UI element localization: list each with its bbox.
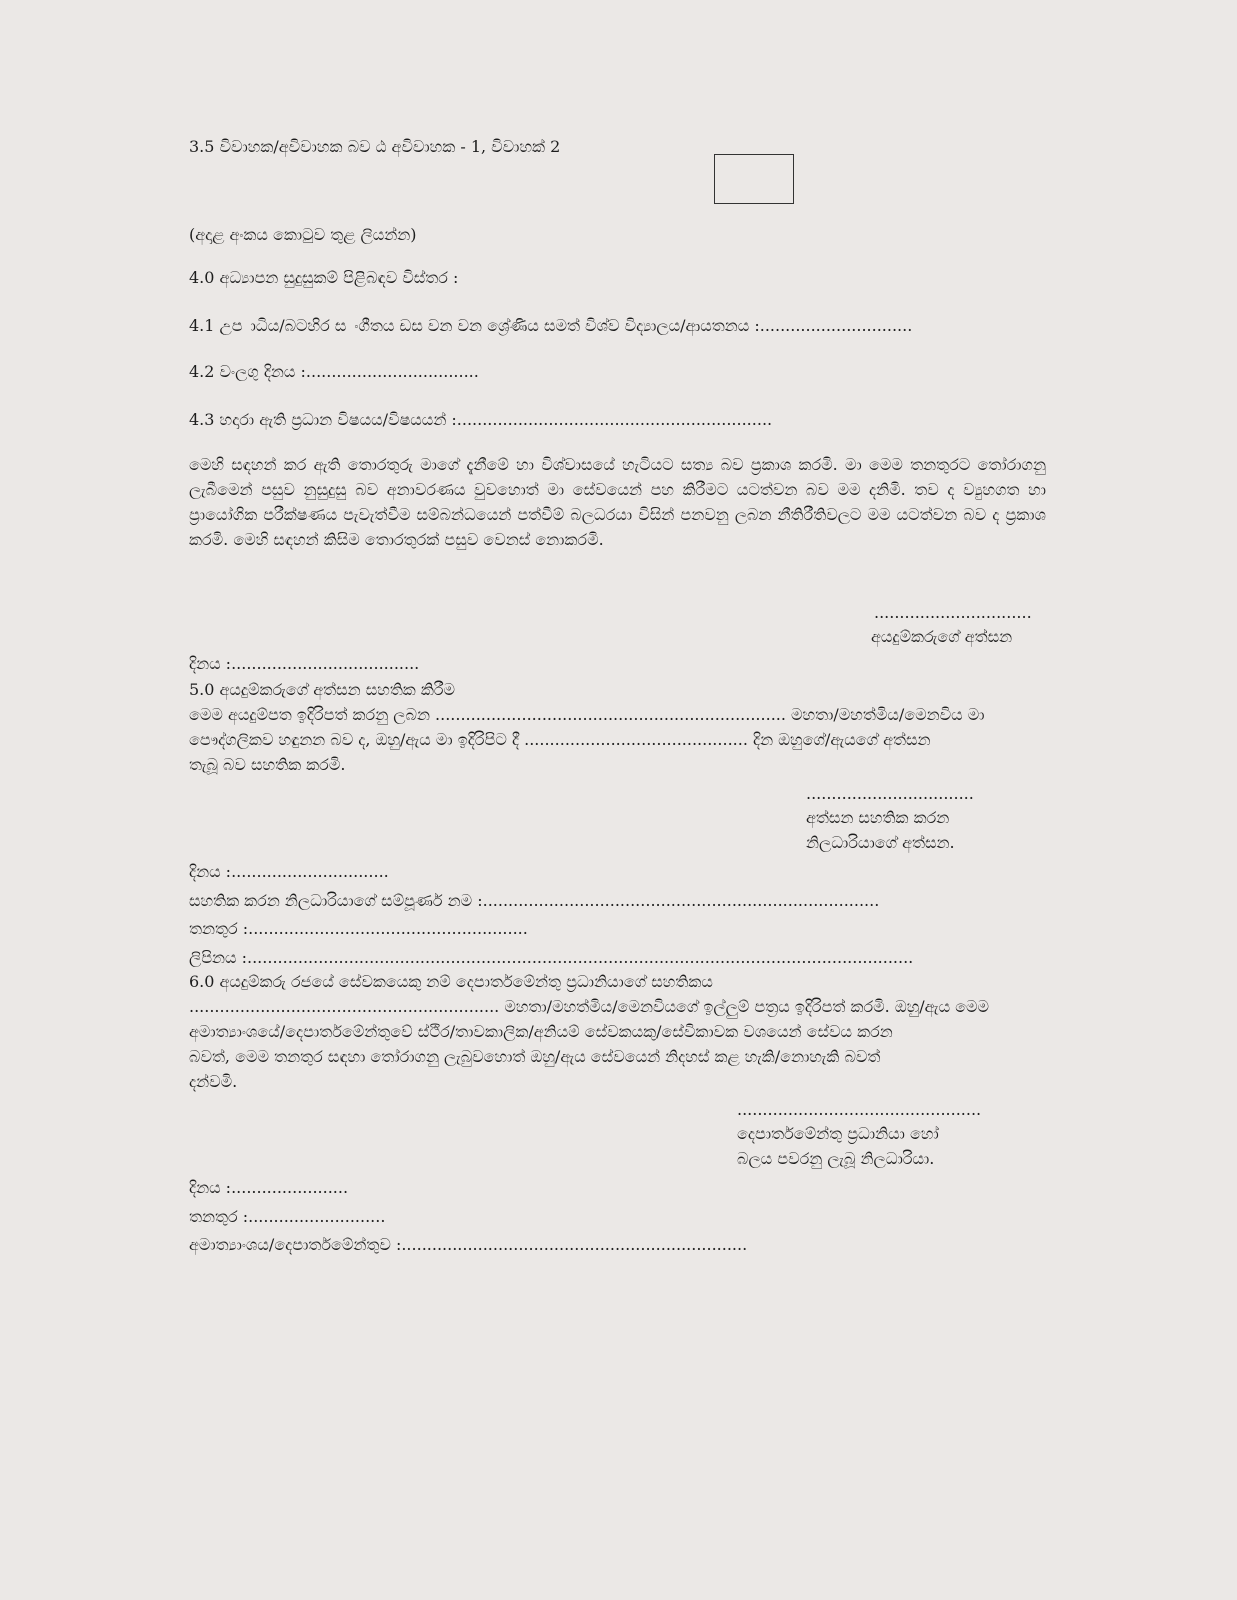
declaration-date: දිනය :..................................... (189, 654, 420, 673)
applicant-signature-label: අයදුම්කරුගේ අත්සන (871, 627, 1013, 646)
certifier-signature-line: ................................. (806, 784, 974, 803)
head-signature-label-1: දෙපාර්තමේන්තු ප්‍රධානියා හෝ (737, 1124, 939, 1143)
head-signature-label-2: බලය පවරනු ලැබූ නිලධාරියා. (737, 1149, 935, 1168)
certifier-address: ලිපිනය :................................................................................................................................... (189, 948, 914, 967)
applicant-signature-line: ............................... (874, 603, 1032, 622)
department-head-line-3: බවත්, මෙම තනතුර සඳහා තෝරාගනු ලැබුවහොත් ඔහු/ඇය සේවයෙන් නිදහස් කළ හැකි/නොහැකි බවත් (189, 1047, 881, 1066)
certifier-position: තනතුර :....................................................... (189, 919, 528, 938)
certifier-full-name: සහතික කරන නිලධාරියාගේ සම්පූර්ණ නම :.............................................................................. (189, 891, 880, 910)
certifier-signature-label-1: අත්සන සහතික කරන (806, 808, 950, 827)
certification-line-1: මෙම අයදුම්පත ඉදිරිපත් කරනු ලබන ..................................................................... මහතා/මහත්මිය/මෙනවිය මා (189, 705, 985, 724)
declaration-paragraph: මෙහි සඳහන් කර ඇති තොරතුරු මාගේ දැනීමේ හා විශ්වාසයේ හැටියට සත්‍ය බව ප්‍රකාශ කරමි. මා මෙම තනතුරට තෝරාගනු ලැබීමෙන් පසුව නුසුදුසු බව අනාවරණය වුවහොත් මා සේවයෙන් පහ කිරීමට යටත්වන බව මම දනිමි. තව ද ව්‍යුහගත හා ප්‍රායෝගික පරීක්ෂණය පැවැත්වීම සම්බන්ධයෙන් පත්වීම් බලධරයා විසින් පනවනු ලබන නීතිරීතිවලට මම යටත්වන බව ද ප්‍රකාශ කරමි. මෙහි සඳහන් කිසිම තොරතුරක් පසුව වෙනස් නොකරමි. (189, 455, 1046, 549)
marital-status-box[interactable] (714, 154, 794, 204)
department-head-line-1: ............................................................. මහතා/මහත්මිය/මෙනවියගේ ඉල්ලුම් පත්‍රය ඉදිරිපත් කරමි. ඔහු/ඇය මෙම (189, 997, 990, 1016)
head-date: දිනය :....................... (189, 1178, 349, 1197)
department-head-line-2: අමාත්‍යාංශයේ/දෙපාර්තමේන්තුවේ ස්ථිර/තාවකාලික/අනියම් සේවකයකු/සේවිකාවක වශයෙන් සේවය කරන (189, 1022, 893, 1041)
department-head-line-4: දන්වමි. (189, 1072, 238, 1091)
certification-line-3: තැබූ බව සහතික කරමි. (189, 755, 346, 774)
education-item-4-1: 4.1 උප ාධිය/බටහිර ස ංගීතය ඩස වන වන ශ්‍රේණිය සමත් විශ්ව විද්‍යාලය/ආයතනය :.............................. (189, 316, 913, 335)
certification-date: දිනය :............................... (189, 862, 389, 881)
box-instruction: (අදාළ අංකය කොටුව තුළ ලියන්න) (189, 225, 417, 244)
education-item-4-2: 4.2 වංලගු දිනය :.................................. (189, 362, 479, 381)
head-signature-line: ................................................ (737, 1100, 982, 1119)
department-head-heading: 6.0 අයදුම්කරු රජයේ සේවකයෙකු නම් දෙපාර්තමේන්තු ප්‍රධානියාගේ සහතිකය (189, 972, 713, 991)
ministry-department: අමාත්‍යාංශය/දෙපාර්තමේන්තුව :.................................................................... (189, 1235, 748, 1254)
education-heading: 4.0 අධ්‍යාපන සුදුසුකම් පිළිබඳව විස්තර : (189, 268, 459, 287)
certification-line-2: පෞද්ගලිකව හඳුනන බව ද, ඔහු/ඇය මා ඉදිරිපිට දී ............................................ දින ඔහුගේ/ඇයගේ අත්සන (189, 730, 931, 749)
marital-status-line: 3.5 විවාහක/අවිවාහක බව ඨ අවිවාහක - 1, විවාහක් 2 (189, 137, 561, 156)
head-position: තනතුර :........................... (189, 1207, 386, 1226)
education-item-4-3: 4.3 හදාරා ඇති ප්‍රධාන විෂයය/විෂයයන් :.............................................................. (189, 410, 773, 429)
certification-heading: 5.0 අයදුම්කරුගේ අත්සන සහතික කිරීම (189, 680, 456, 699)
certifier-signature-label-2: නිලධාරියාගේ අත්සන. (806, 833, 955, 852)
